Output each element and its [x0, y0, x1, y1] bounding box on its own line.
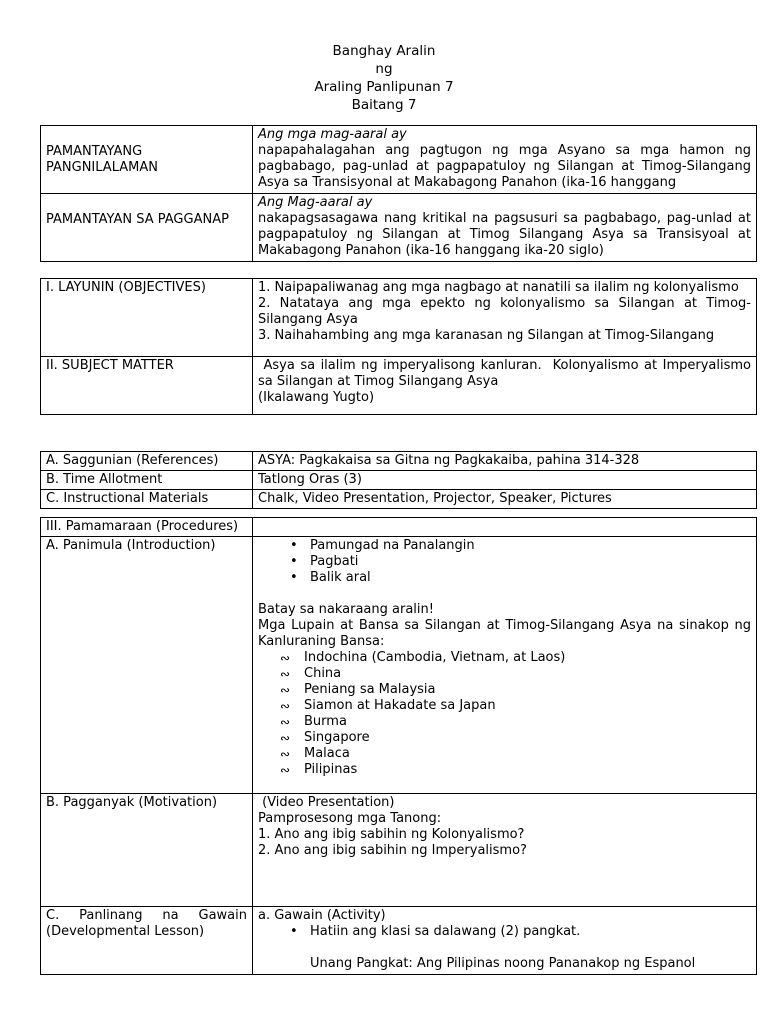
table-row — [41, 471, 757, 490]
procedures-header: III. Pamamaraan (Procedures) — [41, 518, 253, 537]
materials-value: Chalk, Video Presentation, Projector, Speaker, Pictures — [253, 490, 757, 509]
table-row — [41, 357, 757, 415]
objective-item: 1. Naipapaliwanag ang mga nagbago at nanatili sa ilalim ng kolonyalismo — [258, 280, 739, 295]
motivation-line-2: Pamprosesong mga Tanong: — [258, 811, 442, 826]
swirl-bullet-icon: ∾ — [280, 667, 291, 681]
list-item: • Pamungad na Panalangin — [290, 538, 751, 554]
table-row — [41, 907, 757, 975]
objectives-label-cell — [41, 279, 253, 357]
list-item: ∾ China — [280, 666, 342, 681]
document-title — [0, 42, 768, 114]
objective-item: 2. Natataya ang mga epekto ng kolonyalismo sa Silangan at Timog-Silangang Asya — [258, 296, 751, 327]
references-value: ASYA: Pagkakaisa sa Gitna ng Pagkakaiba, pahina 314-328 — [253, 452, 757, 471]
objectives-text-cell — [253, 279, 757, 357]
performance-standard-intro: Ang Mag-aaral ay — [258, 195, 373, 210]
developmental-cell — [253, 907, 757, 975]
time-allotment-value: Tatlong Oras (3) — [253, 471, 757, 490]
title-line-1: Banghay Aralin — [332, 43, 436, 59]
procedures-table — [40, 517, 757, 975]
subject-matter-part: (Ikalawang Yugto) — [258, 390, 375, 405]
first-group-text: Unang Pangkat: Ang Pilipinas noong Pananakop ng Espanol — [310, 956, 696, 971]
swirl-bullet-icon: ∾ — [280, 731, 291, 745]
list-item: • Pagbati — [290, 554, 751, 570]
list-item: • Balik aral — [290, 570, 751, 586]
time-allotment-label: B. Time Allotment — [41, 471, 253, 490]
table-row — [41, 194, 757, 262]
performance-standard-label: PAMANTAYAN SA PAGGANAP — [46, 212, 229, 227]
introduction-label: A. Panimula (Introduction) — [41, 537, 253, 794]
territory-list — [258, 650, 751, 778]
content-standard-label: PAMANTAYANG PANGNILALAMAN — [46, 144, 158, 175]
swirl-bullet-icon: ∾ — [280, 651, 291, 665]
swirl-bullet-icon: ∾ — [280, 683, 291, 697]
table-row — [41, 490, 757, 509]
standards-label-cell — [41, 126, 253, 194]
objectives-table — [40, 278, 757, 415]
table-row — [41, 537, 757, 794]
content-standard-intro: Ang mga mag-aaral ay — [258, 127, 407, 142]
swirl-bullet-icon: ∾ — [280, 747, 291, 761]
title-line-3: Araling Panlipunan 7 — [314, 79, 454, 95]
motivation-line-1: (Video Presentation) — [258, 795, 395, 810]
list-item: ∾ Siamon at Hakadate sa Japan — [280, 698, 496, 713]
table-row — [41, 126, 757, 194]
subject-label-cell — [41, 357, 253, 415]
swirl-bullet-icon: ∾ — [280, 763, 291, 777]
list-item: ∾ Burma — [280, 714, 347, 729]
performance-standard-text: nakapagsasagawa nang kritikal na pagsusuri sa pagbabago, pag-unlad at pagpapatuloy ng Silangan at Timog Silangang Asya sa Transisyoal at Makabagong Panahon (ika-16 hanggang ika-20 siglo) — [258, 211, 751, 258]
title-line-2: ng — [375, 61, 393, 77]
subject-text-cell — [253, 357, 757, 415]
motivation-question-2: 2. Ano ang ibig sabihin ng Imperyalismo? — [258, 843, 527, 858]
title-line-4: Baitang 7 — [351, 97, 417, 113]
list-item: ∾ Indochina (Cambodia, Vietnam, at Laos) — [280, 650, 566, 665]
objectives-label: I. LAYUNIN (OBJECTIVES) — [46, 280, 206, 295]
references-label: A. Saggunian (References) — [41, 452, 253, 471]
motivation-cell — [253, 794, 757, 907]
content-standard-text: napapahalagahan ang pagtugon ng mga Asyano sa mga hamon ng pagbabago, pag-unlad at pagpapatuloy ng Silangan at Timog-Silangang Asya sa Transisyonal at Makabagong Panahon (ika-16 hanggang — [258, 143, 751, 190]
table-row — [41, 518, 757, 537]
activity-bullet-list — [258, 924, 751, 940]
introduction-cell — [253, 537, 757, 794]
swirl-bullet-icon: ∾ — [280, 699, 291, 713]
list-item: • Hatiin ang klasi sa dalawang (2) pangkat. — [290, 924, 751, 940]
resources-table — [40, 451, 757, 509]
intro-bullet-list — [258, 538, 751, 586]
standards-text-cell — [253, 126, 757, 194]
review-line-2: Mga Lupain at Bansa sa Silangan at Timog-Silangang Asya na sinakop ng Kanluraning Bansa: — [258, 618, 751, 649]
table-row — [41, 452, 757, 471]
table-row — [41, 279, 757, 357]
developmental-label: C. Panlinang na Gawain (Developmental Lesson) — [41, 907, 253, 975]
swirl-bullet-icon: ∾ — [280, 715, 291, 729]
review-line-1: Batay sa nakaraang aralin! — [258, 602, 434, 617]
list-item: ∾ Pilipinas — [280, 762, 358, 777]
list-item: ∾ Singapore — [280, 730, 370, 745]
list-item: ∾ Peniang sa Malaysia — [280, 682, 436, 697]
objective-item: 3. Naihahambing ang mga karanasan ng Silangan at Timog-Silangang — [258, 328, 715, 343]
standards-label-cell — [41, 194, 253, 262]
subject-matter-text: Asya sa ilalim ng imperyalisong kanluran. Kolonyalismo at Imperyalismo sa Silangan at Timog Silangang Asya — [258, 358, 756, 389]
motivation-question-1: 1. Ano ang ibig sabihin ng Kolonyalismo? — [258, 827, 525, 842]
materials-label: C. Instructional Materials — [41, 490, 253, 509]
list-item: ∾ Malaca — [280, 746, 350, 761]
activity-heading: a. Gawain (Activity) — [258, 908, 386, 923]
procedures-header-empty — [253, 518, 757, 537]
standards-table — [40, 125, 757, 262]
table-row — [41, 794, 757, 907]
standards-text-cell — [253, 194, 757, 262]
motivation-label: B. Pagganyak (Motivation) — [41, 794, 253, 907]
subject-matter-label: II. SUBJECT MATTER — [46, 358, 174, 373]
